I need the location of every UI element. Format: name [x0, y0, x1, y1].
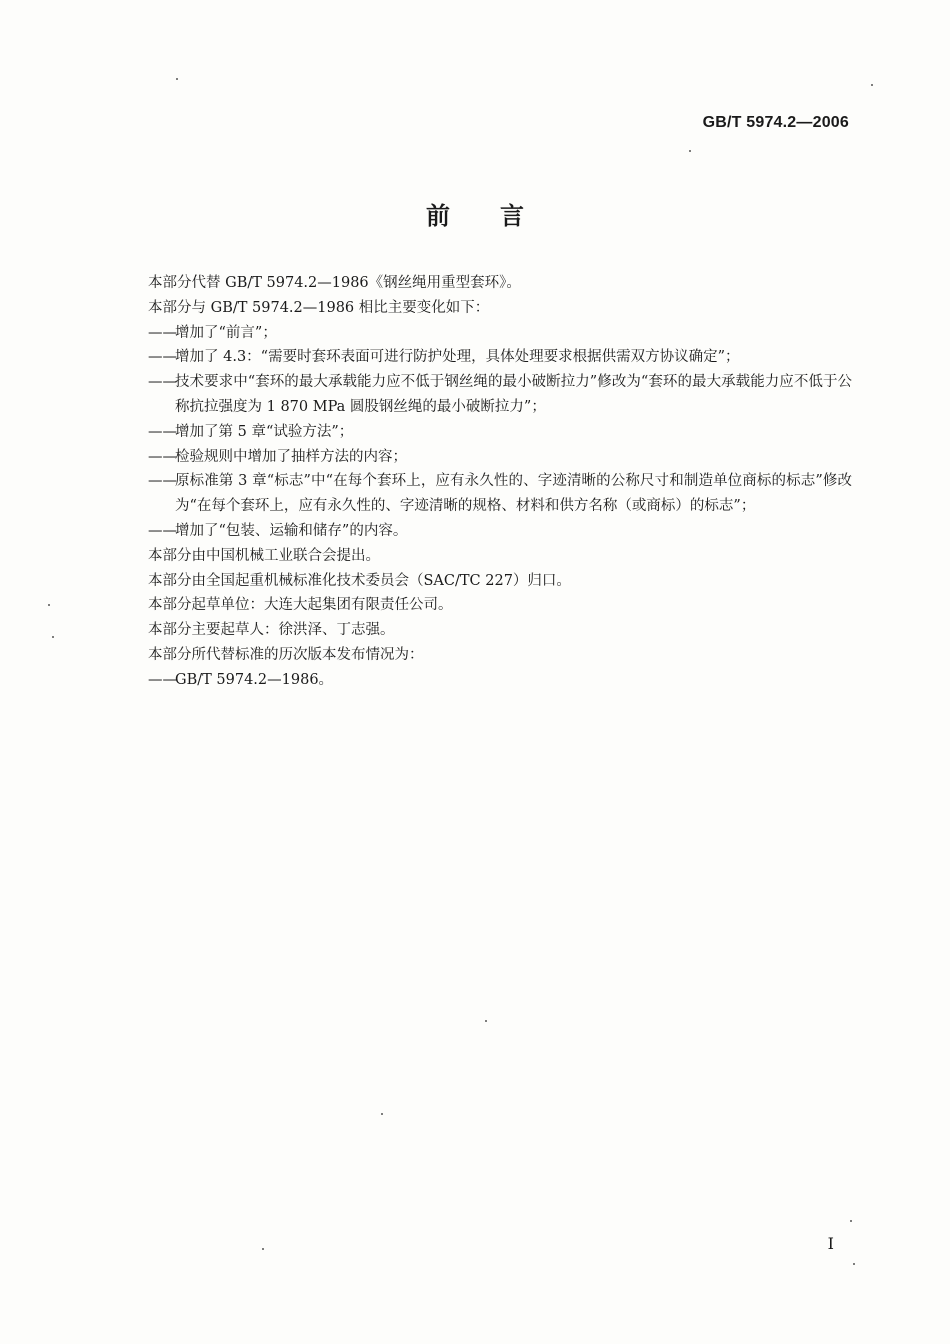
scan-speck [853, 1263, 855, 1265]
list-item [148, 469, 852, 519]
page-number: I [827, 1234, 834, 1253]
scan-speck [871, 84, 873, 86]
history-item-text: GB/T 5974.2—1986。 [175, 671, 334, 688]
dash-marker: —— [148, 473, 177, 490]
paragraph-technical-committee: 本部分由全国起重机械标准化技术委员会（SAC/TC 227）归口。 [148, 572, 571, 589]
paragraph-drafters: 本部分主要起草人：徐洪泽、丁志强。 [148, 622, 395, 639]
page-title [0, 196, 950, 231]
scan-speck [48, 604, 50, 606]
scan-speck [176, 78, 178, 80]
dash-marker: —— [148, 423, 177, 440]
dash-marker: —— [148, 448, 177, 465]
dash-marker: —— [148, 374, 177, 391]
paragraph-replaces: 本部分代替 GB/T 5974.2—1986《钢丝绳用重型套环》。 [148, 275, 521, 291]
scan-speck [689, 150, 691, 152]
list-item-text: 检验规则中增加了抽样方法的内容； [175, 448, 407, 465]
list-item [148, 321, 852, 346]
paragraph-history-intro: 本部分所代替标准的历次版本发布情况为： [148, 646, 424, 663]
list-item [148, 519, 852, 544]
standard-number: GB/T 5974.2—2006 [702, 114, 849, 131]
scan-speck [850, 1220, 852, 1222]
scan-speck [52, 636, 54, 638]
dash-marker: —— [148, 349, 177, 366]
scan-speck [262, 1248, 264, 1250]
scan-speck [485, 1020, 487, 1022]
title-char-1: 前 [426, 202, 450, 230]
history-item [148, 668, 852, 693]
list-item-text: 增加了第 5 章“试验方法”； [175, 423, 354, 440]
paragraph-drafting-unit: 本部分起草单位：大连大起集团有限责任公司。 [148, 597, 453, 614]
list-item [148, 370, 852, 420]
list-item-text: 增加了“前言”； [175, 324, 277, 341]
list-item-text: 增加了 4.3：“需要时套环表面可进行防护处理，具体处理要求根据供需双方协议确定”； [175, 349, 740, 366]
list-item [148, 420, 852, 445]
list-item [148, 445, 852, 470]
dash-marker: —— [148, 671, 177, 688]
paragraph-proposed-by: 本部分由中国机械工业联合会提出。 [148, 547, 380, 564]
list-item-text: 增加了“包装、运输和储存”的内容。 [175, 522, 408, 539]
list-item-text: 技术要求中“套环的最大承载能力应不低于钢丝绳的最小破断拉力”修改为“套环的最大承载能力应不低于公称抗拉强度为 1 870 MPa 圆股钢丝绳的最小破断拉力”； [175, 374, 853, 415]
scan-speck [381, 1113, 383, 1115]
dash-marker: —— [148, 522, 177, 539]
dash-marker: —— [148, 324, 177, 341]
foreword-body [148, 271, 852, 693]
list-item-text: 原标准第 3 章“标志”中“在每个套环上，应有永久性的、字迹清晰的公称尺寸和制造单位商标的标志”修改为“在每个套环上，应有永久性的、字迹清晰的规格、材料和供方名称（或商标）的标志”； [175, 473, 852, 515]
title-char-2: 言 [500, 202, 524, 230]
list-item [148, 345, 852, 370]
paragraph-changes-intro: 本部分与 GB/T 5974.2—1986 相比主要变化如下： [148, 299, 490, 316]
